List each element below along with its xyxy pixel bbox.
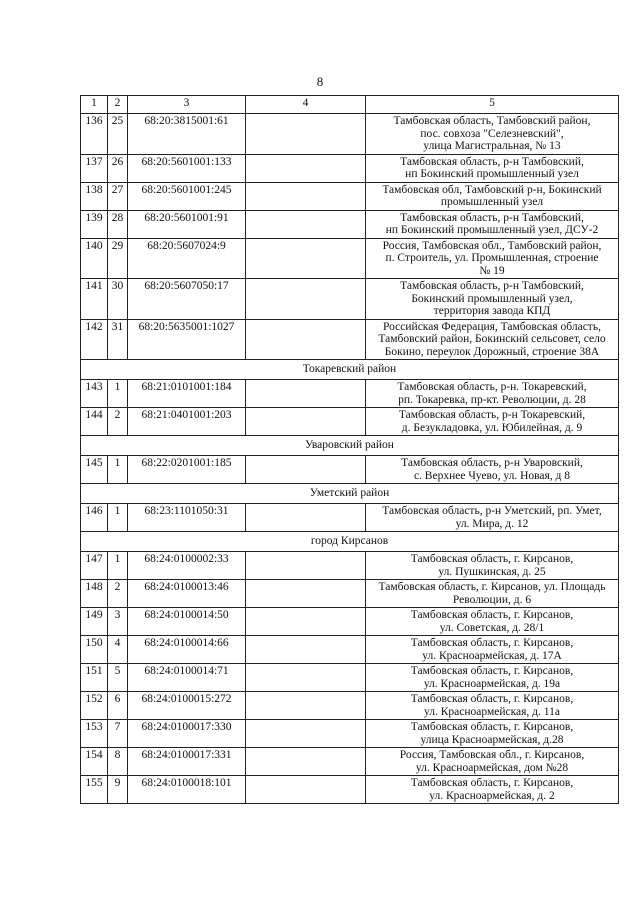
column-4-cell	[246, 114, 366, 155]
address-line: Тамбовская область, г. Кирсанов,	[410, 637, 574, 649]
section-title: Уваровский район	[81, 436, 619, 456]
table-row	[81, 636, 619, 664]
row-index: 3	[108, 608, 128, 636]
row-number: 147	[81, 552, 108, 580]
cadastral-number: 68:22:0201001:185	[128, 456, 246, 484]
section-header-row	[81, 360, 619, 380]
column-4-cell	[246, 380, 366, 408]
row-index: 30	[108, 279, 128, 320]
section-header-row	[81, 484, 619, 504]
column-4-cell	[246, 580, 366, 608]
address-line: пос. совхоза "Селезневский",	[420, 127, 564, 140]
table-row	[81, 238, 619, 279]
address-line: нп Бокинский промышленный узел, ДСУ-2	[385, 224, 599, 236]
row-index: 1	[108, 504, 128, 532]
table-row	[81, 692, 619, 720]
address-cell	[366, 552, 619, 580]
address-cell	[366, 636, 619, 664]
table-row	[81, 154, 619, 182]
address-line: нп Бокинский промышленный узел	[405, 168, 579, 180]
address-cell	[366, 380, 619, 408]
address-cell	[366, 748, 619, 776]
address-line: ул. Красноармейская, д. 2	[429, 789, 555, 802]
section-title: город Кирсанов	[81, 532, 619, 552]
row-number: 145	[81, 456, 108, 484]
row-number: 153	[81, 720, 108, 748]
cadastral-number: 68:24:0100017:330	[128, 720, 246, 748]
cadastral-number: 68:20:5607050:17	[128, 279, 246, 320]
header-cell-4: 4	[246, 96, 366, 114]
address-line: территория завода КПД	[433, 305, 551, 317]
cadastral-number: 68:21:0101001:184	[128, 380, 246, 408]
column-4-cell	[246, 776, 366, 804]
address-line: Россия, Тамбовская обл., Тамбовский район,	[382, 239, 602, 252]
section-header-row	[81, 532, 619, 552]
row-index: 26	[108, 154, 128, 182]
row-number: 152	[81, 692, 108, 720]
column-4-cell	[246, 692, 366, 720]
address-line: ул. Пушкинская, д. 25	[438, 565, 546, 578]
column-4-cell	[246, 748, 366, 776]
table-row	[81, 608, 619, 636]
row-number: 139	[81, 210, 108, 238]
row-number: 144	[81, 408, 108, 436]
cadastral-number: 68:24:0100013:46	[128, 580, 246, 608]
address-line: Тамбовская область, г. Кирсанов,	[410, 721, 574, 733]
cadastral-number: 68:24:0100015:272	[128, 692, 246, 720]
address-cell	[366, 408, 619, 436]
column-4-cell	[246, 210, 366, 238]
table-row	[81, 504, 619, 532]
table-header-row	[81, 96, 619, 114]
row-number: 143	[81, 380, 108, 408]
row-index: 1	[108, 456, 128, 484]
row-number: 137	[81, 154, 108, 182]
cadastral-number: 68:24:0100014:50	[128, 608, 246, 636]
registry-table	[80, 95, 619, 804]
address-cell	[366, 608, 619, 636]
address-line: Тамбовская область, р-н Тамбовский,	[400, 155, 584, 168]
row-number: 148	[81, 580, 108, 608]
table-row	[81, 182, 619, 210]
row-index: 8	[108, 748, 128, 776]
address-line: № 19	[479, 264, 505, 277]
row-index: 25	[108, 114, 128, 155]
table-row	[81, 279, 619, 320]
table-row	[81, 580, 619, 608]
address-line: промышленный узел	[440, 196, 544, 208]
cadastral-number: 68:24:0100002:33	[128, 552, 246, 580]
table-row	[81, 748, 619, 776]
address-line: Тамбовская область, г. Кирсанов,	[410, 553, 574, 565]
address-cell	[366, 279, 619, 320]
row-index: 5	[108, 664, 128, 692]
table-row	[81, 552, 619, 580]
address-cell	[366, 182, 619, 210]
row-index: 1	[108, 380, 128, 408]
address-cell	[366, 720, 619, 748]
cadastral-number: 68:20:5607024:9	[128, 238, 246, 279]
column-4-cell	[246, 154, 366, 182]
table-row	[81, 114, 619, 155]
table-row	[81, 456, 619, 484]
header-cell-1: 1	[81, 96, 108, 114]
column-4-cell	[246, 182, 366, 210]
address-line: ул. Советская, д. 28/1	[439, 621, 545, 634]
address-line: Тамбовская область, г. Кирсанов,	[410, 609, 574, 621]
column-4-cell	[246, 720, 366, 748]
row-number: 141	[81, 279, 108, 320]
page-number: 8	[316, 74, 324, 89]
table-row	[81, 720, 619, 748]
address-cell	[366, 154, 619, 182]
address-line: ул. Красноармейская, дом №28	[415, 761, 569, 774]
row-index: 1	[108, 552, 128, 580]
address-cell	[366, 580, 619, 608]
address-line: Тамбовская область, р-н Токаревский,	[398, 409, 586, 421]
column-4-cell	[246, 636, 366, 664]
row-index: 27	[108, 182, 128, 210]
column-4-cell	[246, 408, 366, 436]
address-cell	[366, 319, 619, 360]
address-line: Тамбовский район, Бокинский сельсовет, село	[378, 333, 606, 345]
table-row	[81, 776, 619, 804]
row-number: 151	[81, 664, 108, 692]
address-line: Тамбовская область, г. Кирсанов,	[410, 693, 574, 705]
address-line: Тамбовская область, р-н. Токаревский,	[397, 381, 587, 393]
row-index: 9	[108, 776, 128, 804]
address-line: ул. Красноармейская, д. 11а	[424, 705, 560, 718]
address-line: Тамбовская область, г. Кирсанов, ул. Площадь	[378, 581, 606, 593]
cadastral-number: 68:20:5601001:245	[128, 182, 246, 210]
cadastral-number: 68:20:5635001:1027	[128, 319, 246, 360]
row-number: 142	[81, 319, 108, 360]
header-cell-3: 3	[128, 96, 246, 114]
row-number: 155	[81, 776, 108, 804]
row-index: 4	[108, 636, 128, 664]
address-cell	[366, 456, 619, 484]
address-line: Тамбовская область, р-н Тамбовский,	[400, 211, 584, 224]
address-line: Бокинский промышленный узел,	[411, 292, 573, 305]
cadastral-number: 68:24:0100014:66	[128, 636, 246, 664]
row-number: 154	[81, 748, 108, 776]
address-line: с. Верхнее Чуево, ул. Новая, д 8	[413, 469, 571, 482]
address-line: ул. Мира, д. 12	[455, 517, 529, 530]
address-line: Тамбовская область, г. Кирсанов,	[410, 777, 574, 789]
table-row	[81, 380, 619, 408]
cadastral-number: 68:20:3815001:61	[128, 114, 246, 155]
address-cell	[366, 114, 619, 155]
table-row	[81, 408, 619, 436]
address-line: Тамбовская область, р-н Уваровский,	[401, 457, 583, 469]
address-line: ул. Красноармейская, д. 19а	[423, 677, 561, 690]
column-4-cell	[246, 238, 366, 279]
address-line: Тамбовская область, Тамбовский район,	[393, 115, 591, 127]
address-line: Бокино, переулок Дорожный, строение 38А	[384, 345, 600, 358]
row-index: 2	[108, 580, 128, 608]
address-cell	[366, 238, 619, 279]
row-number: 138	[81, 182, 108, 210]
row-index: 28	[108, 210, 128, 238]
cadastral-number: 68:24:0100017:331	[128, 748, 246, 776]
cadastral-number: 68:20:5601001:91	[128, 210, 246, 238]
address-line: улица Красноармейская, д.28	[420, 733, 564, 746]
row-index: 2	[108, 408, 128, 436]
address-cell	[366, 504, 619, 532]
table-row	[81, 319, 619, 360]
table-row	[81, 664, 619, 692]
cadastral-number: 68:24:0100014:71	[128, 664, 246, 692]
row-number: 146	[81, 504, 108, 532]
row-number: 140	[81, 238, 108, 279]
row-number: 150	[81, 636, 108, 664]
column-4-cell	[246, 279, 366, 320]
section-title: Токаревский район	[81, 360, 619, 380]
address-cell	[366, 776, 619, 804]
header-cell-5: 5	[366, 96, 619, 114]
address-line: Тамбовская область, р-н Уметский, рп. Умет,	[382, 505, 602, 517]
address-line: Революции, д. 6	[452, 593, 532, 606]
row-index: 31	[108, 319, 128, 360]
address-line: рп. Токаревка, пр-кт. Революции, д. 28	[398, 393, 586, 406]
address-line: д. Безукладовка, ул. Юбилейная, д. 9	[401, 421, 583, 434]
table-row	[81, 210, 619, 238]
address-line: п. Строитель, ул. Промышленная, строение	[385, 252, 599, 264]
column-4-cell	[246, 504, 366, 532]
address-cell	[366, 210, 619, 238]
address-line: Тамбовская обл, Тамбовский р-н, Бокинский	[382, 183, 602, 196]
cadastral-number: 68:21:0401001:203	[128, 408, 246, 436]
section-title: Уметский район	[81, 484, 619, 504]
address-line: ул. Красноармейская, д. 17А	[422, 649, 562, 662]
row-number: 136	[81, 114, 108, 155]
column-4-cell	[246, 552, 366, 580]
cadastral-number: 68:20:5601001:133	[128, 154, 246, 182]
address-line: Тамбовская область, г. Кирсанов,	[410, 665, 574, 677]
header-cell-2: 2	[108, 96, 128, 114]
cadastral-number: 68:24:0100018:101	[128, 776, 246, 804]
column-4-cell	[246, 608, 366, 636]
section-header-row	[81, 436, 619, 456]
column-4-cell	[246, 319, 366, 360]
address-line: Российская Федерация, Тамбовская область,	[383, 320, 601, 333]
row-number: 149	[81, 608, 108, 636]
address-cell	[366, 692, 619, 720]
address-line: улица Магистральная, № 13	[423, 140, 561, 152]
address-line: Россия, Тамбовская обл., г. Кирсанов,	[399, 749, 585, 761]
address-line: Тамбовская область, р-н Тамбовский,	[400, 280, 584, 292]
row-index: 29	[108, 238, 128, 279]
row-index: 6	[108, 692, 128, 720]
address-cell	[366, 664, 619, 692]
column-4-cell	[246, 664, 366, 692]
row-index: 7	[108, 720, 128, 748]
cadastral-number: 68:23:1101050:31	[128, 504, 246, 532]
column-4-cell	[246, 456, 366, 484]
